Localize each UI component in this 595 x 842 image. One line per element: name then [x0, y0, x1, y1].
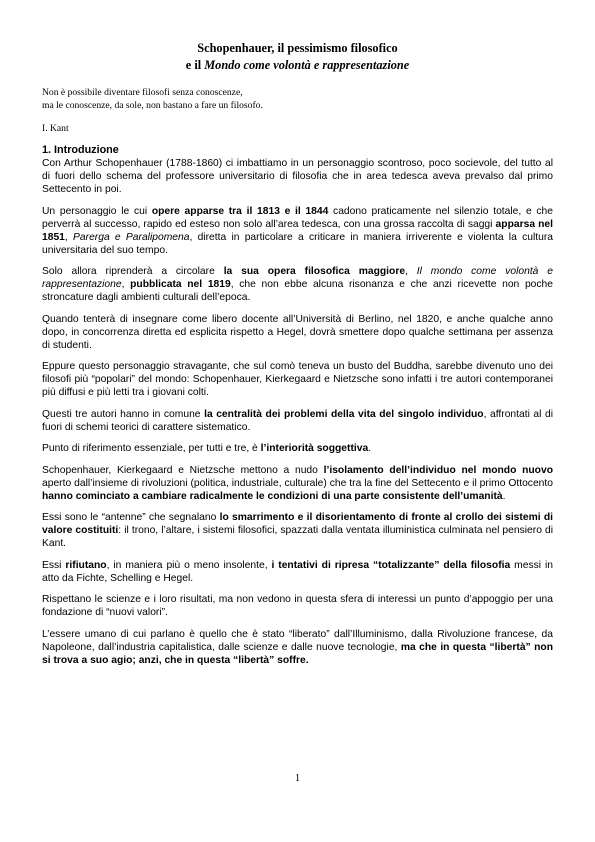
- text-run: , in maniera più o meno insolente,: [106, 559, 272, 571]
- text-run: cadono praticamente nel silenzio totale, e che perverrà al successo, rapido ed esteso non solo all’area tedesca, con una grossa raccolta di saggi: [42, 205, 553, 230]
- title-line-2-prefix: e il: [185, 58, 205, 72]
- paragraph: [42, 157, 553, 196]
- text-run: Con Arthur Schopenhauer (1788-1860) ci imbattiamo in un personaggio scontroso, poco socievole, del tutto al di fuori dello schema del professore universitario di filosofia che in area tedesca aveva prevalso dal primo Settecento in poi.: [42, 158, 553, 195]
- text-run: Rispettano le scienze e i loro risultati, ma non vedono in questa sfera di interessi un punto d’appoggio per una fondazione di “nuovi valori”.: [42, 594, 553, 618]
- text-run: Eppure questo personaggio stravagante, che sul comò teneva un busto del Buddha, sarebbe divenuto uno dei filosofi più “popolari” del mondo: Schopenhauer, Kierkegaard e Nietzsche sono infatti i tre autori contemporanei più diffusi e più letti tra i giovani colti.: [42, 361, 553, 398]
- epigraph-line-2: ma le conoscenze, da sole, non bastano a fare un filosofo.: [42, 99, 263, 111]
- bold-text: l’interiorità soggettiva: [260, 443, 369, 454]
- text-run: : il trono, l’altare, i sistemi filosofici, spazzati dalla ventata illuministica culminata nel pensiero di Kant.: [42, 525, 553, 549]
- paragraph: [42, 205, 553, 257]
- document-title: [42, 40, 553, 74]
- text-run: Punto di riferimento essenziale, per tutti e tre, è: [42, 443, 261, 454]
- paragraph: [42, 464, 553, 503]
- text-run: L’essere umano di cui parlano è quello che è stato “liberato” dall’Illuminismo, dalla Rivoluzione francese, da Napoleone, dall’industria capitalistica, dalle scienze e dalle nuove tecnologie,: [42, 628, 553, 653]
- paragraph: [42, 265, 553, 304]
- bold-text: hanno cominciato a cambiare radicalmente le condizioni di una parte consistente dell’umanità: [42, 490, 503, 502]
- bold-text: rifiutano: [65, 559, 107, 571]
- italic-title: Parerga e Paralipomena: [73, 231, 190, 243]
- paragraph: [42, 442, 553, 455]
- paragraph: [42, 628, 553, 667]
- text-run: .: [502, 490, 506, 502]
- text-run: Schopenhauer, Kierkegaard e Nietzsche mettono a nudo: [42, 464, 324, 476]
- text-run: ,: [405, 266, 417, 277]
- paragraph: [42, 313, 553, 352]
- italic-title: Il mondo come volontà e rappresentazione: [42, 266, 553, 290]
- paragraph: [42, 360, 553, 399]
- text-run: Questi tre autori hanno in comune: [42, 408, 205, 420]
- text-run: , diretta in particolare a criticare in maniera irriverente e violenta la cultura universitaria del suo tempo.: [42, 231, 553, 256]
- text-run: Un personaggio le cui: [42, 205, 152, 217]
- body-text: [42, 157, 553, 667]
- text-run: , affrontati al di fuori di schemi teorici di carattere sistematico.: [42, 408, 553, 433]
- text-run: , che non ebbe alcuna risonanza e che anzi ricevette non poche stroncature dagli ambienti culturali dell’epoca.: [42, 279, 553, 303]
- bold-text: l’isolamento dell’individuo nel mondo nuovo: [323, 464, 553, 476]
- text-run: Quando tenterà di insegnare come libero docente all’Università di Berlino, nel 1820, e anche qualche anno dopo, in concorrenza diretta ed esplicita rispetto a Hegel, dovrà smettere dopo qualche settimana per assenza di studenti.: [42, 313, 553, 351]
- bold-text: la centralità dei problemi della vita del singolo individuo: [204, 408, 484, 420]
- text-run: messi in atto da Fichte, Schelling e Hegel.: [42, 559, 553, 584]
- epigraph-author: I. Kant: [42, 123, 69, 134]
- text-run: Solo allora riprenderà a circolare: [42, 266, 224, 277]
- document-page: [42, 40, 553, 675]
- bold-text: pubblicata nel 1819: [130, 279, 231, 290]
- bold-text: ma che in questa “libertà” non si trova a suo agio; anzi, che in questa “libertà” soffre.: [42, 641, 554, 666]
- bold-text: i tentativi di ripresa “totalizzante” della filosofia: [271, 559, 511, 571]
- epigraph: [42, 87, 553, 112]
- bold-text: lo smarrimento e il disorientamento di fronte al crollo dei sistemi di valore costituiti: [42, 512, 553, 536]
- bold-text: la sua opera filosofica maggiore: [223, 266, 406, 277]
- text-run: ,: [64, 231, 74, 243]
- text-run: Essi sono le “antenne” che segnalano: [42, 512, 220, 523]
- epigraph-line-1: Non è possibile diventare filosofi senza conoscenze,: [42, 87, 243, 98]
- paragraph: [42, 559, 553, 585]
- section-heading: 1. Introduzione: [42, 144, 119, 156]
- text-run: ,: [121, 279, 131, 290]
- text-run: Essi: [42, 559, 66, 571]
- title-line-1: Schopenhauer, il pessimismo filosofico: [197, 41, 398, 55]
- title-line-2-italic: Mondo come volontà e rappresentazione: [204, 58, 410, 72]
- text-run: aperto dall’insieme di rivoluzioni (politica, industriale, culturale) che tra la fine del Settecento e il primo Ottocento: [42, 477, 553, 489]
- paragraph: [42, 408, 553, 434]
- paragraph: [42, 593, 553, 619]
- paragraph: [42, 511, 553, 550]
- page-number: 1: [294, 773, 301, 784]
- text-run: .: [368, 443, 372, 454]
- bold-text: opere apparse tra il 1813 e il 1844: [151, 205, 329, 217]
- bold-text: apparsa nel 1851: [42, 218, 554, 243]
